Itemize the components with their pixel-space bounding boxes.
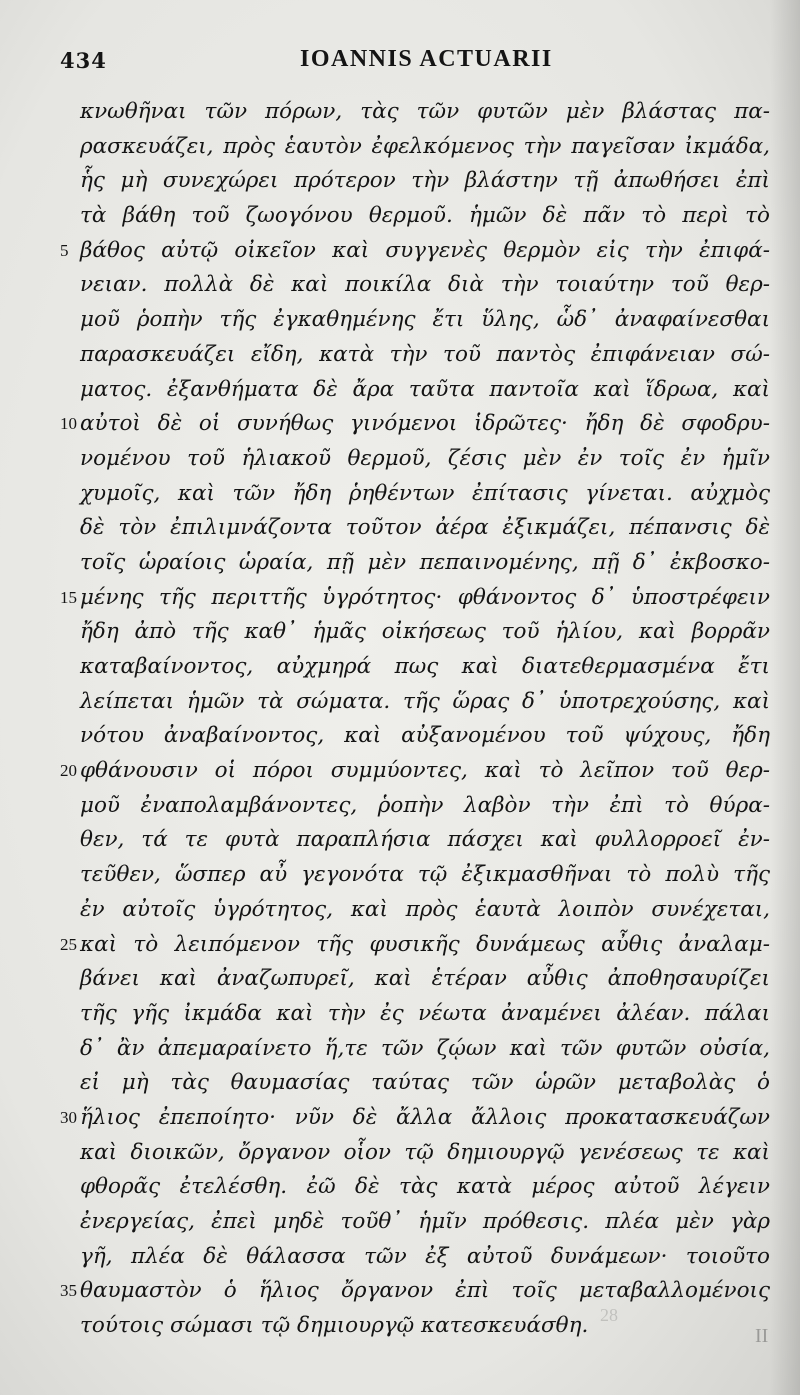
line-text: φθάνουσιν οἱ πόροι συμμύοντες, καὶ τὸ λεῖπον τοῦ θερ- <box>80 758 770 784</box>
text-line <box>80 719 770 754</box>
running-head: IOANNIS ACTUARII <box>300 46 553 72</box>
page-number: 434 <box>60 48 107 73</box>
line-text: ἐνεργείας, ἐπεὶ μηδὲ τοῦθ᾽ ἡμῖν πρόθεσις. πλέα μὲν γὰρ <box>80 1209 770 1234</box>
text-line <box>60 407 770 442</box>
line-text: γῆ, πλέα δὲ θάλασσα τῶν ἐξ αὐτοῦ δυνάμεων· τοιοῦτο <box>80 1243 770 1269</box>
line-text: θαυμαστὸν ὁ ἥλιος ὄργανον ἐπὶ τοῖς μεταβαλλομένοις <box>80 1278 770 1304</box>
text-line <box>80 858 770 893</box>
line-text: δ᾽ ἂν ἀπεμαραίνετο ἥ,τε τῶν ζῴων καὶ τῶν φυτῶν οὐσία, <box>80 1035 770 1061</box>
page-header <box>60 40 760 80</box>
text-line <box>80 823 770 858</box>
text-line <box>80 685 770 720</box>
text-line <box>80 373 770 408</box>
line-text: μοῦ ῥοπὴν τῆς ἐγκαθημένης ἔτι ὕλης, ὧδ᾽ ἀναφαίνεσθαι <box>80 307 770 333</box>
line-text: βάνει καὶ ἀναζωπυρεῖ, καὶ ἑτέραν αὖθις ἀποθησαυρίζει <box>80 966 770 992</box>
line-text: ἥλιος ἐπεποίητο· νῦν δὲ ἄλλα ἄλλοις προκατασκευάζων <box>80 1104 770 1130</box>
line-text: μοῦ ἐναπολαμβάνοντες, ῥοπὴν λαβὸν τὴν ἐπὶ τὸ θύρα- <box>80 792 770 818</box>
text-line <box>80 615 770 650</box>
text-line <box>80 997 770 1032</box>
gutter-shadow <box>770 0 800 1395</box>
line-text: νειαν. πολλὰ δὲ καὶ ποικίλα διὰ τὴν τοιαύτην τοῦ θερ- <box>80 272 770 298</box>
text-line <box>80 1309 770 1344</box>
text-line <box>80 546 770 581</box>
line-text: χυμοῖς, καὶ τῶν ἤδη ῥηθέντων ἐπίτασις γίνεται. αὐχμὸς <box>80 480 770 506</box>
line-text: τούτοις σώμασι τῷ δημιουργῷ κατεσκευάσθη. <box>80 1313 589 1339</box>
text-line <box>80 338 770 373</box>
line-number: 25 <box>60 934 77 954</box>
text-line <box>60 754 770 789</box>
line-text: φθορᾶς ἐτελέσθη. ἐῶ δὲ τὰς κατὰ μέρος αὐτοῦ λέγειν <box>80 1174 770 1200</box>
line-text: ἧς μὴ συνεχώρει πρότερον τὴν βλάστην τῇ ἀπωθήσει ἐπὶ <box>80 168 770 194</box>
line-text: τοῖς ὡραίοις ὡραία, πῇ μὲν πεπαινομένης, πῇ δ᾽ ἐκβοσκο- <box>80 549 770 575</box>
line-text: νότου ἀναβαίνοντος, καὶ αὐξανομένου τοῦ ψύχους, ἤδη <box>80 723 770 749</box>
line-number: 15 <box>60 587 77 607</box>
line-text: καὶ τὸ λειπόμενον τῆς φυσικῆς δυνάμεως αὖθις ἀναλαμ- <box>80 931 770 957</box>
line-text: παρασκευάζει εἴδη, κατὰ τὴν τοῦ παντὸς ἐπιφάνειαν σώ- <box>80 341 770 367</box>
text-line <box>80 789 770 824</box>
line-number: 5 <box>60 240 69 260</box>
line-text: λείπεται ἡμῶν τὰ σώματα. τῆς ὥρας δ᾽ ὑποτρεχούσης, καὶ <box>80 688 770 714</box>
line-number: 20 <box>60 761 77 781</box>
line-number: 30 <box>60 1107 77 1127</box>
text-line <box>80 962 770 997</box>
line-text: βάθος αὐτῷ οἰκεῖον καὶ συγγενὲς θερμὸν εἰς τὴν ἐπιφά- <box>80 237 770 263</box>
line-text: καταβαίνοντος, αὐχμηρά πως καὶ διατεθερμασμένα ἔτι <box>80 654 770 679</box>
line-text: κνωθῆναι τῶν πόρων, τὰς τῶν φυτῶν μὲν βλάστας πα- <box>80 99 770 124</box>
text-line <box>80 1205 770 1240</box>
line-text: καὶ διοικῶν, ὄργανον οἷον τῷ δημιουργῷ γενέσεως τε καὶ <box>80 1139 770 1165</box>
text-line <box>80 442 770 477</box>
line-text: νομένου τοῦ ἡλιακοῦ θερμοῦ, ζέσις μὲν ἐν τοῖς ἐν ἡμῖν <box>80 445 770 471</box>
text-line <box>60 928 770 963</box>
line-text: τῆς γῆς ἰκμάδα καὶ τὴν ἐς νέωτα ἀναμένει ἀλέαν. πάλαι <box>80 1000 770 1026</box>
line-text: τεῦθεν, ὥσπερ αὖ γεγονότα τῷ ἐξικμασθῆναι τὸ πολὺ τῆς <box>80 862 770 888</box>
text-line <box>80 1032 770 1067</box>
bleed-through-mark: II <box>755 1325 769 1347</box>
text-line <box>60 581 770 616</box>
text-line <box>80 1136 770 1171</box>
text-line <box>80 1066 770 1101</box>
line-text: ἐν αὐτοῖς ὑγρότητος, καὶ πρὸς ἑαυτὰ λοιπὸν συνέχεται, <box>80 896 770 922</box>
text-line <box>60 1274 770 1309</box>
text-line <box>80 268 770 303</box>
line-text: τὰ βάθη τοῦ ζωογόνου θερμοῦ. ἡμῶν δὲ πᾶν τὸ περὶ τὸ <box>80 203 770 229</box>
text-line <box>80 477 770 512</box>
text-line <box>80 511 770 546</box>
text-line <box>80 130 770 165</box>
text-line <box>80 199 770 234</box>
body-text <box>60 95 770 1344</box>
text-line <box>80 650 770 685</box>
line-text: ἤδη ἀπὸ τῆς καθ᾽ ἡμᾶς οἰκήσεως τοῦ ἡλίου, καὶ βορρᾶν <box>80 619 770 645</box>
bleed-through-number: 28 <box>600 1305 618 1325</box>
line-text: ματος. ἐξανθήματα δὲ ἄρα ταῦτα παντοῖα καὶ ἵδρωα, καὶ <box>80 376 770 402</box>
text-line <box>80 893 770 928</box>
text-line <box>80 1170 770 1205</box>
line-text: θεν, τά τε φυτὰ παραπλήσια πάσχει καὶ φυλλορροεῖ ἐν- <box>80 827 770 853</box>
text-line <box>80 164 770 199</box>
text-line <box>60 1101 770 1136</box>
line-text: ρασκευάζει, πρὸς ἑαυτὸν ἐφελκόμενος τὴν παγεῖσαν ἰκμάδα, <box>80 133 770 159</box>
text-line <box>60 234 770 269</box>
text-line <box>80 303 770 338</box>
line-text: μένης τῆς περιττῆς ὑγρότητος· φθάνοντος δ᾽ ὑποστρέφειν <box>80 584 770 610</box>
text-line <box>80 1240 770 1275</box>
line-number: 35 <box>60 1281 77 1301</box>
text-line <box>80 95 770 130</box>
line-number: 10 <box>60 414 77 434</box>
line-text: δὲ τὸν ἐπιλιμνάζοντα τοῦτον ἀέρα ἐξικμάζει, πέπανσις δὲ <box>80 515 770 541</box>
line-text: αὐτοὶ δὲ οἱ συνήθως γινόμενοι ἱδρῶτες· ἤδη δὲ σφοδρυ- <box>80 411 770 437</box>
line-text: εἰ μὴ τὰς θαυμασίας ταύτας τῶν ὡρῶν μεταβολὰς ὁ <box>80 1070 770 1096</box>
